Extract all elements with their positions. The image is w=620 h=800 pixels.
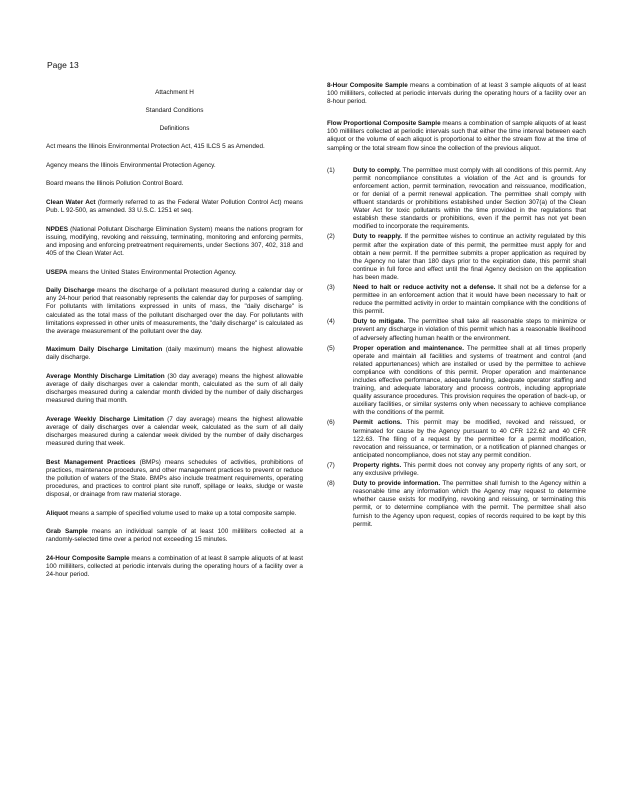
condition-term: Duty to mitigate. <box>353 318 406 326</box>
definition-term: Aliquot <box>46 509 69 517</box>
condition-duty-to-provide-information <box>327 480 586 529</box>
definition-term: Clean Water Act <box>46 199 96 207</box>
definition-8-hour-composite-sample <box>327 82 586 106</box>
condition-text: The permittee shall furnish to the Agency within a reasonable time any information which the Agency may request to determine whether cause exists for modifying, revoking and reissuing, or terminating this permit, or to determine compliance with the permit. The permittee shall also furnish to the Agency upon request, copies of records required to be kept by this permit. <box>353 480 586 528</box>
definition-text: means an individual sample of at least 100 milliliters collected at a randomly-selected time over a period not exceeding 15 minutes. <box>46 528 303 544</box>
definition-maximum-daily-discharge <box>46 346 303 362</box>
definition-average-monthly-discharge <box>46 373 303 405</box>
definition-text: (30 day average) means the highest allowable average of daily discharges over a calendar month, calculated as the sum of all daily discharges measured during a calendar month divided by the number of daily discharges measured during that month. <box>46 372 303 405</box>
condition-number: (6) <box>327 419 335 427</box>
definition-board <box>46 180 303 188</box>
condition-property-rights <box>327 462 586 478</box>
definition-term: Best Management Practices <box>46 458 136 466</box>
definition-term: Flow Proportional Composite Sample <box>327 120 441 128</box>
condition-need-to-halt <box>327 284 586 316</box>
definition-text: means a combination of sample aliquots of at least 100 milliliters collected at periodic intervals such that either the time interval between each aliquot or the volume of each aliquot is proportional to either the stream flow at the time of sampling or the total stream flow since the collection of the previous aliquot. <box>327 120 586 152</box>
definition-act <box>46 143 303 151</box>
definition-text: means a combination of at least 3 sample aliquots of at least 100 milliliters, collected at periodic intervals during the operating hours of a facility over an 8-hour period. <box>327 82 587 106</box>
condition-text: This permit may be modified, revoked and reissued, or terminated for cause by the Agency pursuant to 40 CFR 122.62 and 40 CFR 122.63. The filing of a request by the permittee for a permit modification, revocation and reissuance, or termination, or a notification of planned changes or anticipated noncompliance, does not stay any permit condition. <box>353 419 586 459</box>
condition-text: This permit does not convey any property rights of any sort, or any exclusive privilege. <box>353 461 586 478</box>
condition-term: Duty to reapply. <box>353 233 402 241</box>
definition-term: Daily Discharge <box>46 287 95 295</box>
condition-duty-to-comply <box>327 167 586 232</box>
definition-text: (7 day average) means the highest allowable average of daily discharges over a calendar week, calculated as the sum of all daily discharges measured during a calendar week divided by the number of daily discharges measured during that week. <box>46 415 303 448</box>
definition-text: Agency means the Illinois Environmental Protection Agency. <box>46 161 216 169</box>
condition-term: Duty to provide information. <box>353 480 441 488</box>
condition-term: Permit actions. <box>353 419 402 427</box>
condition-duty-to-mitigate <box>327 318 586 342</box>
definition-grab-sample <box>46 528 303 544</box>
definition-agency <box>46 162 303 170</box>
definition-text: (National Pollutant Discharge Elimination System) means the nations program for issuing, modifying, revoking and reissuing, terminating, monitoring and enforcing permits, and imposing and enforcing pretreatment requirements, under Sections 307, 402, 318 and 405 of the Clean Water Act. <box>46 225 303 258</box>
definition-text: Act means the Illinois Environmental Protection Act, 415 ILCS 5 as Amended. <box>46 143 265 151</box>
condition-text: The permittee shall take all reasonable steps to minimize or prevent any discharge in violation of this permit which has a reasonable likelihood of adversely affecting human health or the environment. <box>353 318 586 342</box>
condition-proper-operation <box>327 345 586 418</box>
definition-clean-water-act <box>46 199 303 215</box>
condition-number: (7) <box>327 461 335 469</box>
definition-usepa <box>46 269 303 277</box>
condition-number: (5) <box>327 344 335 352</box>
right-column <box>327 82 586 531</box>
definition-average-weekly-discharge <box>46 416 303 448</box>
condition-number: (1) <box>327 166 335 174</box>
condition-permit-actions <box>327 419 586 459</box>
definition-term: USEPA <box>46 268 68 276</box>
definition-24-hour-composite-sample <box>46 555 303 579</box>
condition-term: Proper operation and maintenance. <box>353 344 465 352</box>
definition-term: 24-Hour Composite Sample <box>46 554 130 562</box>
condition-number: (8) <box>327 480 335 488</box>
condition-number: (4) <box>327 318 335 326</box>
condition-term: Property rights. <box>353 461 402 469</box>
condition-text: The permittee must comply with all conditions of this permit. Any permit noncompliance constitutes a violation of the Act and is grounds for enforcement action, permit termination, revocation and reissuance, modification, or for denial of a permit renewal application. The permittee shall comply with effluent standards or prohibitions established under Section 307(a) of the Clean Water Act for toxic pollutants within the time provided in the regulations that establish these standards or prohibitions, even if the permit has not yet been modified to incorporate the requirements. <box>353 166 586 231</box>
standard-conditions-list <box>327 167 586 529</box>
definition-term: Average Weekly Discharge Limitation <box>46 415 164 423</box>
definition-term: Grab Sample <box>46 528 88 536</box>
condition-duty-to-reapply <box>327 233 586 282</box>
definition-text: means the United States Environmental Protection Agency. <box>67 268 237 276</box>
definition-text: means a combination of at least 8 sample aliquots of at least 100 milliliters, collected at periodic intervals during the operating hours of a facility over a 24-hour period. <box>46 554 303 579</box>
page-number: Page 13 <box>47 60 79 70</box>
definition-text: means a sample of specified volume used to make up a total composite sample. <box>68 509 297 517</box>
definition-aliquot <box>46 510 303 518</box>
left-column <box>46 82 303 590</box>
definition-text: (BMPs) means schedules of activities, prohibitions of practices, maintenance procedures, and other management practices to prevent or reduce the pollution of waters of the State. BMPs also include treatment requirements, operating procedures, and practices to control plant site runoff, spillage or leaks, sludge or waste disposal, or drainage from raw material storage. <box>46 458 304 499</box>
definition-text: means the discharge of a pollutant measured during a calendar day or any 24-hour period that reasonably represents the calendar day for purposes of sampling. For pollutants with limitations expressed in units of mass, the "daily discharge" is calculated as the total mass of the pollutant discharged over the day. For pollutants with limitations expressed in other units of measurements, the "daily discharge" is calculated as the average measurement of the pollutant over the day. <box>46 287 303 335</box>
definition-flow-proportional-composite-sample <box>327 120 586 152</box>
section-title: Standard Conditions <box>145 107 204 115</box>
condition-number: (3) <box>327 283 335 291</box>
definition-text: (formerly referred to as the Federal Water Pollution Control Act) means Pub. L 92-500, as amended. 33 U.S.C. 1251 et seq. <box>46 199 303 215</box>
condition-number: (2) <box>327 233 335 241</box>
condition-text: The permittee shall at all times properly operate and maintain all facilities and systems of treatment and control (and related appurtenances) which are installed or used by the permittee to achieve compliance with conditions of this permit. Proper operation and maintenance includes effective performance, adequate funding, adequate operator staffing and training, and adequate laboratory and process controls, including appropriate quality assurance procedures. This provision requires the operation of back-up, or auxiliary facilities, or similar systems only when necessary to achieve compliance with the conditions of the permit. <box>353 344 586 417</box>
condition-term: Need to halt or reduce activity not a defense. <box>353 283 496 291</box>
definition-best-management-practices <box>46 459 303 499</box>
attachment-title: Attachment H <box>155 89 194 96</box>
definition-term: Average Monthly Discharge Limitation <box>46 372 165 380</box>
definition-term: 8-Hour Composite Sample <box>327 82 408 89</box>
definition-term: Maximum Daily Discharge Limitation <box>46 346 163 354</box>
condition-text: If the permittee wishes to continue an activity regulated by this permit after the expiration date of this permit, the permittee must apply for and obtain a new permit. If the permittee submits a proper application as required by the Agency no later than 180 days prior to the expiration date, this permit shall continue in full force and effect until the final Agency decision on the application has been made. <box>353 233 586 281</box>
condition-term: Duty to comply. <box>353 166 401 174</box>
condition-text: It shall not be a defense for a permittee in an enforcement action that it would have been necessary to halt or reduce the permitted activity in order to maintain compliance with the conditions of this permit. <box>353 283 586 316</box>
definition-text: (daily maximum) means the highest allowable daily discharge. <box>46 346 303 362</box>
definition-text: Board means the Illinois Pollution Control Board. <box>46 180 184 188</box>
definition-npdes <box>46 226 303 258</box>
definition-daily-discharge <box>46 287 303 336</box>
definitions-heading: Definitions <box>159 125 190 133</box>
definition-term: NPDES <box>46 225 69 233</box>
